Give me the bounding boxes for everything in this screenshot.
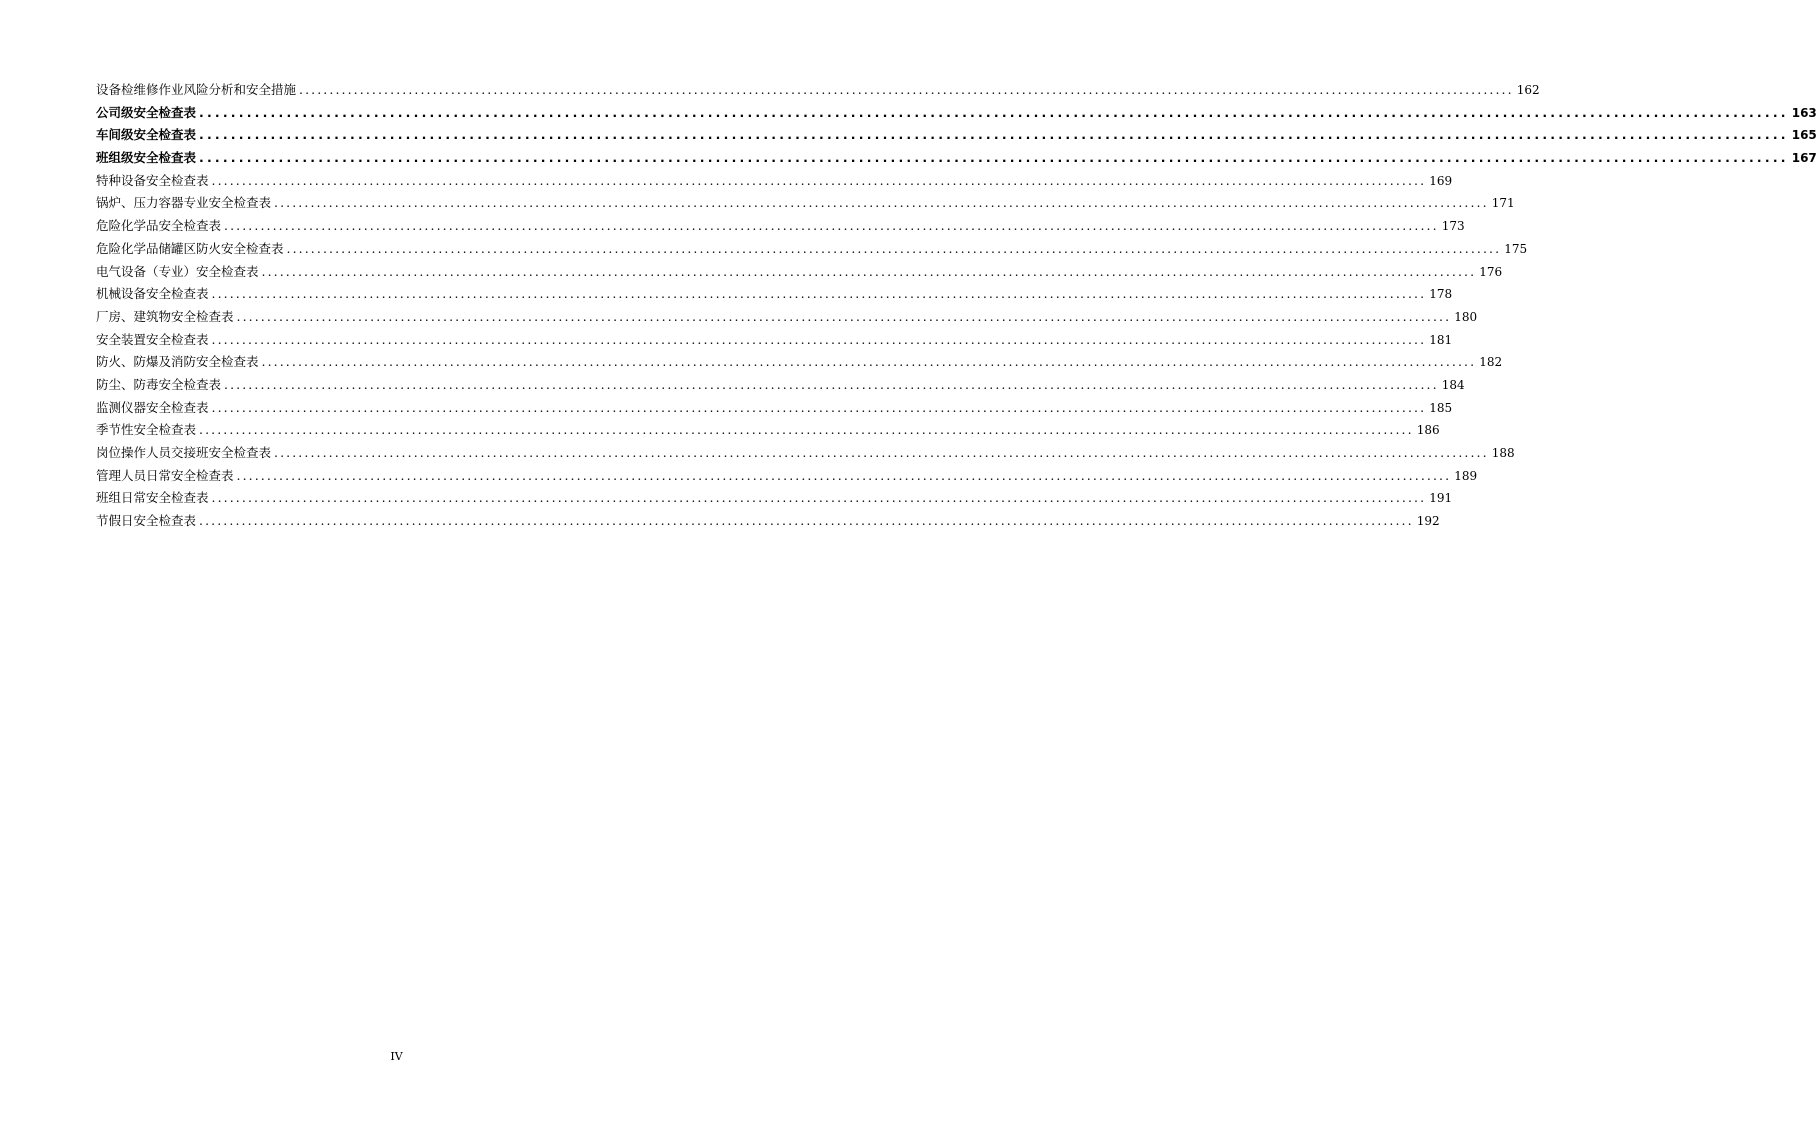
- toc-entry[interactable]: [96, 397, 1453, 420]
- toc-entry-title: 安全装置安全检查表: [96, 331, 209, 347]
- toc-dot-leader: ........................................................................................................................................................................................................: [211, 399, 1427, 415]
- toc-entry-page-number: 167: [1791, 151, 1817, 166]
- toc-dot-leader: ........................................................................................................................................................................................................: [199, 150, 1789, 166]
- toc-entry-page-number: 192: [1416, 514, 1440, 529]
- toc-dot-leader: ........................................................................................................................................................................................................: [261, 354, 1477, 370]
- toc-dot-leader: ........................................................................................................................................................................................................: [224, 218, 1439, 234]
- toc-dot-leader: ........................................................................................................................................................................................................: [274, 195, 1489, 211]
- toc-entry[interactable]: [96, 102, 1817, 125]
- toc-entry[interactable]: [96, 283, 1453, 306]
- toc-entry-page-number: 165: [1791, 128, 1817, 143]
- toc-entry-page-number: 184: [1441, 377, 1465, 392]
- toc-entry[interactable]: [96, 374, 1465, 397]
- table-of-contents: [96, 79, 1817, 533]
- toc-entry-page-number: 178: [1429, 287, 1453, 302]
- toc-dot-leader: ........................................................................................................................................................................................................: [224, 376, 1439, 392]
- toc-dot-leader: ........................................................................................................................................................................................................: [299, 82, 1514, 97]
- toc-entry[interactable]: [96, 510, 1440, 533]
- toc-dot-leader: ........................................................................................................................................................................................................: [261, 263, 1477, 279]
- toc-entry-title: 公司级安全检查表: [96, 104, 197, 120]
- toc-entry-page-number: 171: [1491, 196, 1515, 211]
- toc-entry[interactable]: [96, 487, 1453, 510]
- toc-entry-title: 电气设备（专业）安全检查表: [96, 263, 259, 279]
- toc-entry-page-number: 162: [1516, 83, 1540, 97]
- toc-entry-page-number: 163: [1791, 105, 1817, 120]
- toc-dot-leader: ........................................................................................................................................................................................................: [236, 467, 1452, 483]
- toc-dot-leader: ........................................................................................................................................................................................................: [199, 513, 1414, 529]
- toc-dot-leader: ........................................................................................................................................................................................................: [274, 445, 1489, 460]
- toc-entry[interactable]: [96, 192, 1515, 215]
- toc-entry-title: 监测仪器安全检查表: [96, 399, 209, 415]
- toc-entry[interactable]: [96, 465, 1478, 488]
- toc-dot-leader: ........................................................................................................................................................................................................: [286, 240, 1502, 256]
- toc-entry[interactable]: [96, 419, 1440, 442]
- toc-dot-leader: ........................................................................................................................................................................................................: [211, 490, 1427, 506]
- toc-entry-title: 班组日常安全检查表: [96, 490, 209, 506]
- toc-entry-page-number: 181: [1429, 332, 1453, 347]
- toc-entry[interactable]: [96, 351, 1503, 374]
- toc-dot-leader: ........................................................................................................................................................................................................: [211, 286, 1427, 302]
- toc-entry[interactable]: [96, 442, 1515, 465]
- toc-entry[interactable]: [96, 261, 1503, 284]
- toc-entry[interactable]: [96, 215, 1465, 238]
- toc-entry-title: 防尘、防毒安全检查表: [96, 376, 222, 392]
- toc-entry-page-number: 173: [1441, 219, 1465, 234]
- toc-entry-title: 设备检维修作业风险分析和安全措施: [96, 82, 297, 97]
- toc-dot-leader: ........................................................................................................................................................................................................: [199, 104, 1789, 120]
- toc-entry[interactable]: [96, 170, 1453, 193]
- page-number: IV: [390, 1050, 403, 1063]
- toc-entry[interactable]: [96, 306, 1478, 329]
- toc-entry-page-number: 175: [1504, 241, 1528, 256]
- toc-entry-title: 危险化学品储罐区防火安全检查表: [96, 240, 284, 256]
- toc-entry-title: 节假日安全检查表: [96, 513, 197, 529]
- toc-entry-page-number: 185: [1429, 400, 1453, 415]
- toc-entry-title: 防火、防爆及消防安全检查表: [96, 354, 259, 370]
- toc-entry-page-number: 189: [1454, 468, 1478, 483]
- toc-entry[interactable]: [96, 329, 1453, 352]
- toc-entry-title: 机械设备安全检查表: [96, 286, 209, 302]
- toc-entry[interactable]: [96, 79, 1540, 102]
- toc-entry-page-number: 176: [1479, 264, 1503, 279]
- toc-entry[interactable]: [96, 124, 1817, 147]
- toc-dot-leader: ........................................................................................................................................................................................................: [199, 422, 1414, 438]
- toc-dot-leader: ........................................................................................................................................................................................................: [211, 331, 1427, 347]
- toc-entry-page-number: 191: [1429, 491, 1453, 506]
- toc-entry-title: 岗位操作人员交接班安全检查表: [96, 445, 272, 460]
- toc-entry-title: 管理人员日常安全检查表: [96, 467, 234, 483]
- toc-entry-title: 特种设备安全检查表: [96, 172, 209, 188]
- toc-entry-title: 锅炉、压力容器专业安全检查表: [96, 195, 272, 211]
- toc-entry-title: 车间级安全检查表: [96, 127, 197, 143]
- toc-entry-title: 厂房、建筑物安全检查表: [96, 308, 234, 324]
- toc-entry-title: 班组级安全检查表: [96, 150, 197, 166]
- toc-entry-title: 季节性安全检查表: [96, 422, 197, 438]
- toc-dot-leader: ........................................................................................................................................................................................................: [211, 172, 1427, 188]
- toc-entry-page-number: 169: [1429, 173, 1453, 188]
- toc-entry-title: 危险化学品安全检查表: [96, 218, 222, 234]
- toc-dot-leader: ........................................................................................................................................................................................................: [236, 308, 1452, 324]
- toc-entry-page-number: 188: [1491, 446, 1515, 460]
- toc-entry[interactable]: [96, 147, 1817, 170]
- toc-entry-page-number: 186: [1416, 423, 1440, 438]
- toc-entry-page-number: 182: [1479, 355, 1503, 370]
- toc-entry-page-number: 180: [1454, 309, 1478, 324]
- toc-entry[interactable]: [96, 238, 1528, 261]
- toc-dot-leader: ........................................................................................................................................................................................................: [199, 127, 1789, 143]
